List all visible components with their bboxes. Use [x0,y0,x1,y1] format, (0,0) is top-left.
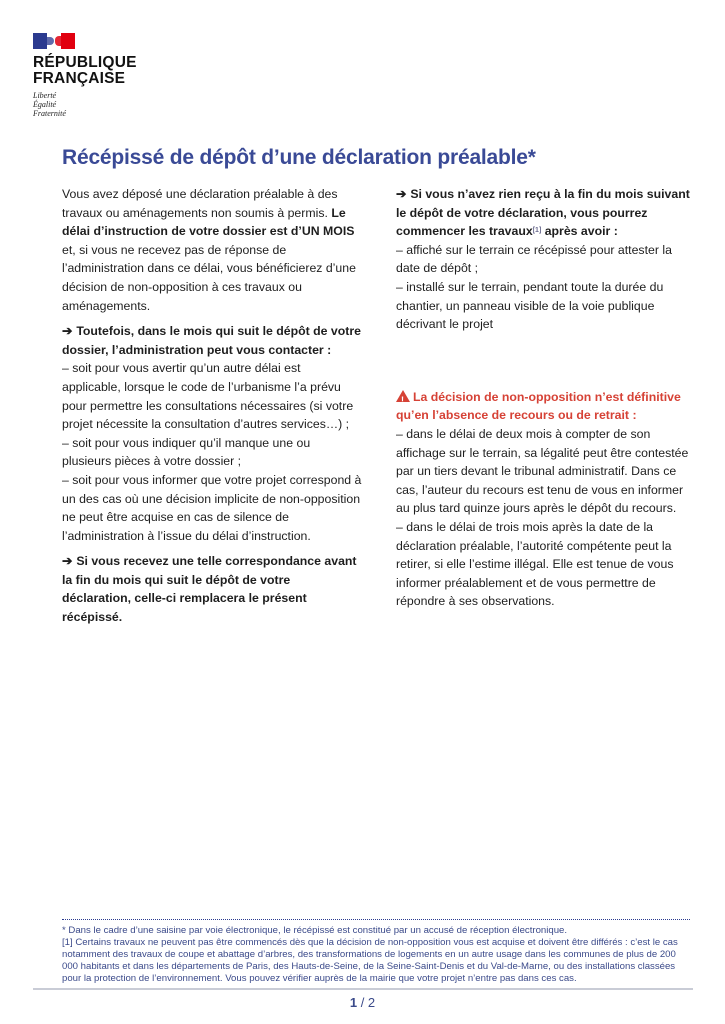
start-heading-text: Si vous n’avez rien reçu à la fin du mois suivant le dépôt de votre déclaration, vous pourrez commencer les travaux [396,187,690,239]
contact-item: – soit pour vous indiquer qu’il manque une ou plusieurs pièces à votre dossier ; [62,435,311,469]
intro-text: Vous avez déposé une déclaration préalable à des travaux ou aménagements non soumis à permis. [62,187,338,220]
warning-section [396,388,696,611]
start-item: – affiché sur le terrain ce récépissé pour attester la date de dépôt ; [396,242,672,276]
correspondance-note [62,552,362,626]
contact-item: – soit pour vous avertir qu’un autre délai est applicable, lorsque le code de l’urbanisme l’a prévu pour permettre les consultations nécessaires (si votre projet nécessite la consultation d’autres services…) ; [62,361,354,432]
footnote-separator [62,919,690,920]
warning-heading-text: La décision de non-opposition n’est définitive qu’en l’absence de recours ou de retrait : [396,389,681,423]
intro-paragraph [62,185,362,315]
republique-name [33,55,137,87]
page-separator: / [357,995,368,1010]
warning-triangle-icon [396,390,410,402]
footnote-star: * Dans le cadre d’une saisine par voie électronique, le récépissé est constitué par un accusé de réception électronique. [62,925,568,936]
devise [33,91,137,118]
republique-line2: FRANÇAISE [33,70,126,87]
footnotes [62,925,694,985]
contact-heading [62,324,361,357]
footnote-1: [1] Certains travaux ne peuvent pas être commencés dès que la décision de non-opposition vous est acquise et doivent être différés : c’est le cas notamment des travaux de coupe et abattage d’arbres, des transformations de logements en un autre usage dans les communes de plus de 200 000 habitants et dans les départements de Paris, des Hauts-de-Seine, de la Seine-Saint-Denis et du Val-de-Marne, ou des installations classées pour la protection de l’environnement. Vous pouvez vérifier auprès de la mairie que votre projet n’entre pas dans ces cas. [62,937,678,985]
correspondance-note-text: Si vous recevez une telle correspondance avant la fin du mois qui suit le dépôt de votre déclaration, celle-ci remplacera le présent récépissé. [62,554,357,625]
warning-item: – dans le délai de deux mois à compter de son affichage sur le terrain, sa légalité peut être contestée par un tiers devant le tribunal administratif. Dans ce cas, l’auteur du recours est tenu de vous en informer au plus tard quinze jours après le dépôt du recours. [396,426,689,516]
warning-heading [396,390,681,423]
contact-item: – soit pour vous informer que votre projet correspond à un des cas où une décision implicite de non-opposition ne peut être acquise en cas de silence de l’administration à l’issue du délai d’instruction. [62,472,362,543]
arrow-right-icon: ➔ [62,554,73,569]
right-column [396,185,696,618]
arrow-right-icon: ➔ [62,324,73,339]
intro-delay-emphasis: Le délai d’instruction de votre dossier est d’UN MOIS [62,205,355,239]
republique-francaise-logo [33,33,137,118]
contact-heading-text: Toutefois, dans le mois qui suit le dépôt de votre dossier, l’administration peut vous contacter : [62,324,361,357]
devise-egalite: Égalité [33,100,57,109]
start-works-section [396,185,696,334]
marianne-flag-icon [33,33,75,49]
warning-item: – dans le délai de trois mois après la date de la déclaration préalable, l’autorité compétente peut la retirer, si elle l’estime illégal. Elle est tenue de vous informer préalablement et de vous permettre de répondre à ses observations. [396,519,674,609]
devise-fraternite: Fraternité [33,109,66,118]
left-column [62,185,362,634]
start-item: – installé sur le terrain, pendant toute la durée du chantier, un panneau visible de la voie publique décrivant le projet [396,279,664,332]
arrow-right-icon: ➔ [396,187,407,201]
page-title: Récépissé de dépôt d’une déclaration préalable* [62,146,536,169]
devise-liberte: Liberté [33,91,57,100]
intro-text-end: et, si vous ne recevez pas de réponse de l’administration dans ce délai, vous bénéficierez d’une décision de non-opposition à ces travaux ou aménagements. [62,242,356,313]
republique-line1: RÉPUBLIQUE [33,54,137,71]
footer-divider [33,988,693,990]
page-indicator [0,995,725,1010]
total-pages: 2 [367,995,376,1010]
start-heading-text-end: après avoir : [541,224,618,239]
current-page: 1 [349,995,358,1010]
start-works-heading [396,187,690,238]
footnote-ref-1[interactable]: [1] [532,227,542,235]
contact-section [62,322,362,545]
